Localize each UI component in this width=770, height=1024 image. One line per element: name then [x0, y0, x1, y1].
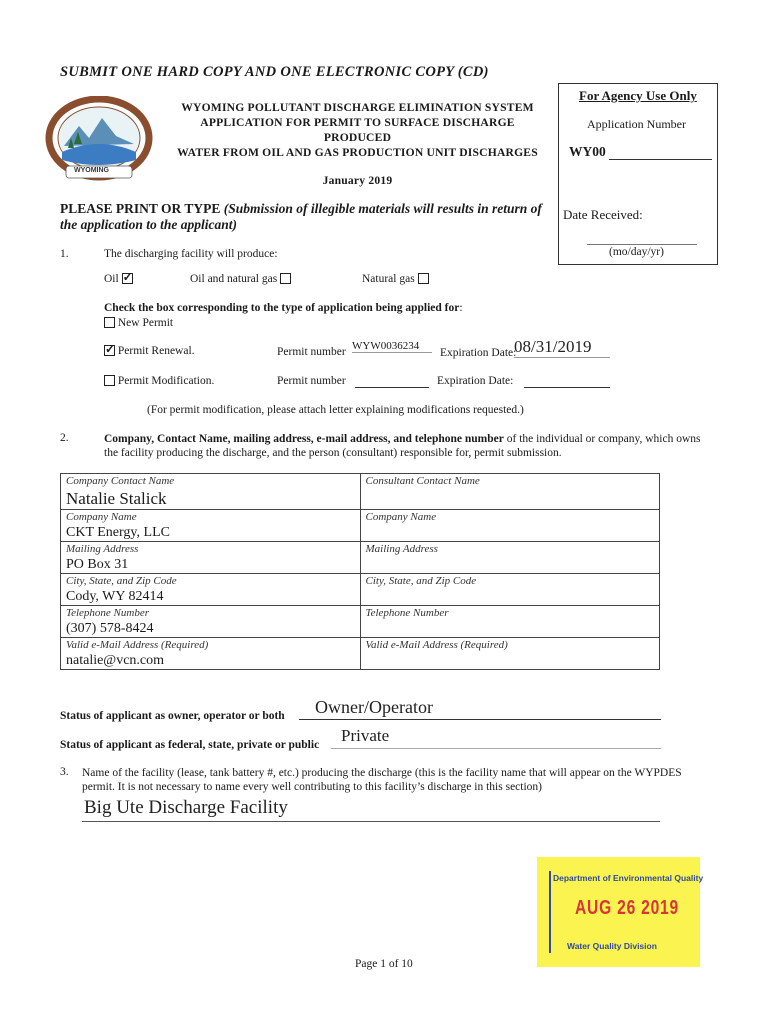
option-oil[interactable] — [104, 273, 133, 285]
renewal-checkbox[interactable] — [104, 345, 115, 356]
cell-value: PO Box 31 — [66, 557, 129, 572]
telephone-cell[interactable] — [61, 606, 361, 638]
received-stamp — [537, 857, 704, 967]
application-type-heading — [104, 302, 463, 314]
cell-value: (307) 578-8424 — [66, 621, 154, 636]
contact-table — [60, 473, 660, 670]
expiration-field[interactable] — [514, 337, 610, 358]
permit-number-label: Permit number — [277, 346, 346, 358]
option-natural-gas[interactable] — [362, 273, 429, 285]
permit-number-value: WYW0036234 — [352, 340, 420, 352]
cell-label: Company Name — [66, 511, 137, 523]
cell-value: Natalie Stalick — [66, 489, 167, 508]
table-row — [61, 574, 660, 606]
option-label: Oil and natural gas — [190, 273, 278, 285]
cell-label: Telephone Number — [365, 607, 449, 619]
modification-note: (For permit modification, please attach letter explaining modifications requested.) — [147, 404, 524, 416]
app-type-bold: Check the box corresponding to the type of application being applied for — [104, 302, 460, 314]
expiration-value: 08/31/2019 — [514, 337, 592, 356]
application-number-prefix: WY00 — [569, 144, 606, 159]
status-type-field[interactable] — [331, 726, 661, 749]
renewal-option[interactable] — [104, 345, 195, 357]
renewal-label: Permit Renewal. — [117, 345, 195, 357]
q1-text: The discharging facility will produce: — [104, 248, 278, 260]
cell-label: Mailing Address — [66, 543, 139, 555]
permit-number-field[interactable] — [352, 340, 432, 353]
consultant-company-cell[interactable] — [360, 510, 660, 542]
cell-value: CKT Energy, LLC — [66, 525, 170, 540]
title-line: WYOMING POLLUTANT DISCHARGE ELIMINATION SYSTEM — [181, 101, 534, 114]
status-type-value: Private — [341, 726, 390, 745]
agency-use-box — [558, 83, 718, 265]
oil-checkbox[interactable] — [122, 273, 133, 284]
option-label: Oil — [104, 273, 119, 285]
q3-text: Name of the facility (lease, tank battery #, etc.) producing the discharge (this is the facility name that will appear on the WYPDES permit. It is not necessary to name every well contributing to this facility’s discharge in this section) — [82, 767, 682, 793]
mailing-address-cell[interactable] — [61, 542, 361, 574]
natural-gas-checkbox[interactable] — [418, 273, 429, 284]
status-owner-label: Status of applicant as owner, operator or both — [60, 710, 285, 722]
consultant-city-cell[interactable] — [360, 574, 660, 606]
q3-number: 3. — [60, 766, 69, 778]
mod-expiration-label: Expiration Date: — [437, 375, 514, 387]
q2-text — [104, 432, 704, 460]
consultant-email-cell[interactable] — [360, 638, 660, 670]
deq-seal-logo — [44, 96, 154, 182]
title-line: WATER FROM OIL AND GAS PRODUCTION UNIT DISCHARGES — [177, 146, 538, 159]
cell-label: Mailing Address — [365, 543, 438, 555]
form-date: January 2019 — [322, 174, 393, 187]
cell-label: Consultant Contact Name — [365, 475, 480, 487]
facility-name-value: Big Ute Discharge Facility — [84, 797, 288, 818]
expiration-label: Expiration Date: — [440, 347, 517, 359]
cell-label: City, State, and Zip Code — [365, 575, 477, 587]
modification-option[interactable] — [104, 375, 214, 387]
cell-label: Company Contact Name — [66, 475, 175, 487]
cell-label: Company Name — [365, 511, 437, 523]
q2-rest: of the individual or company, which owns the facility producing the discharge, and the person (consultant) responsible for, permit submission. — [104, 433, 701, 459]
print-instructions — [60, 201, 550, 233]
modification-label: Permit Modification. — [117, 375, 215, 387]
title-line: APPLICATION FOR PERMIT TO SURFACE DISCHARGE — [200, 116, 515, 129]
date-received-label: Date Received: — [563, 207, 643, 222]
stamp-date: AUG 26 2019 — [575, 897, 679, 919]
table-row — [61, 542, 660, 574]
facility-name-field[interactable] — [82, 797, 660, 822]
agency-heading: For Agency Use Only — [579, 88, 697, 103]
application-number-label: Application Number — [587, 117, 686, 131]
email-cell[interactable] — [61, 638, 361, 670]
status-owner-value: Owner/Operator — [315, 697, 433, 717]
q1-number: 1. — [60, 248, 69, 260]
print-italic: (Submission of illegible materials will results in return of the application to the applicant) — [60, 201, 542, 232]
consultant-telephone-cell[interactable] — [360, 606, 660, 638]
seal-text: WYOMING — [74, 167, 109, 174]
table-row — [61, 638, 660, 670]
stamp-division: Water Quality Division — [567, 941, 657, 951]
modification-checkbox[interactable] — [104, 375, 115, 386]
new-permit-label: New Permit — [117, 317, 174, 329]
mod-expiration-field[interactable] — [524, 387, 610, 388]
table-row — [61, 510, 660, 542]
consultant-mailing-cell[interactable] — [360, 542, 660, 574]
option-oil-gas[interactable] — [190, 273, 291, 285]
print-bold: PLEASE PRINT OR TYPE — [60, 201, 221, 216]
oil-gas-checkbox[interactable] — [280, 273, 291, 284]
status-type-label: Status of applicant as federal, state, private or public — [60, 739, 320, 751]
cell-label: City, State, and Zip Code — [66, 575, 177, 587]
submit-note: SUBMIT ONE HARD COPY AND ONE ELECTRONIC COPY (CD) — [60, 64, 489, 80]
date-received-field[interactable] — [587, 244, 697, 245]
new-permit-option[interactable] — [104, 317, 173, 329]
cell-label: Telephone Number — [66, 607, 150, 619]
application-number-field[interactable] — [609, 159, 712, 160]
option-label: Natural gas — [362, 273, 415, 285]
cell-value: Cody, WY 82414 — [66, 589, 164, 604]
consultant-contact-cell[interactable] — [360, 474, 660, 510]
table-row — [61, 606, 660, 638]
cell-label: Valid e-Mail Address (Required) — [365, 639, 508, 651]
table-row — [61, 474, 660, 510]
cell-label: Valid e-Mail Address (Required) — [66, 639, 209, 651]
form-title — [160, 100, 555, 160]
mod-permit-number-label: Permit number — [277, 375, 346, 387]
page-number: Page 1 of 10 — [355, 958, 413, 970]
date-format-hint: (mo/day/yr) — [609, 246, 664, 258]
cell-value: natalie@vcn.com — [66, 653, 165, 668]
company-contact-cell[interactable] — [61, 474, 361, 510]
city-state-zip-cell[interactable] — [61, 574, 361, 606]
q2-number: 2. — [60, 432, 69, 444]
status-owner-field[interactable] — [299, 697, 661, 720]
company-name-cell[interactable] — [61, 510, 361, 542]
title-line: PRODUCED — [323, 131, 392, 144]
app-type-colon: : — [459, 302, 463, 314]
stamp-dept: Department of Environmental Quality — [553, 873, 704, 883]
q2-bold: Company, Contact Name, mailing address, e-mail address, and telephone number — [104, 433, 504, 445]
mod-permit-number-field[interactable] — [355, 387, 429, 388]
new-permit-checkbox[interactable] — [104, 317, 115, 328]
